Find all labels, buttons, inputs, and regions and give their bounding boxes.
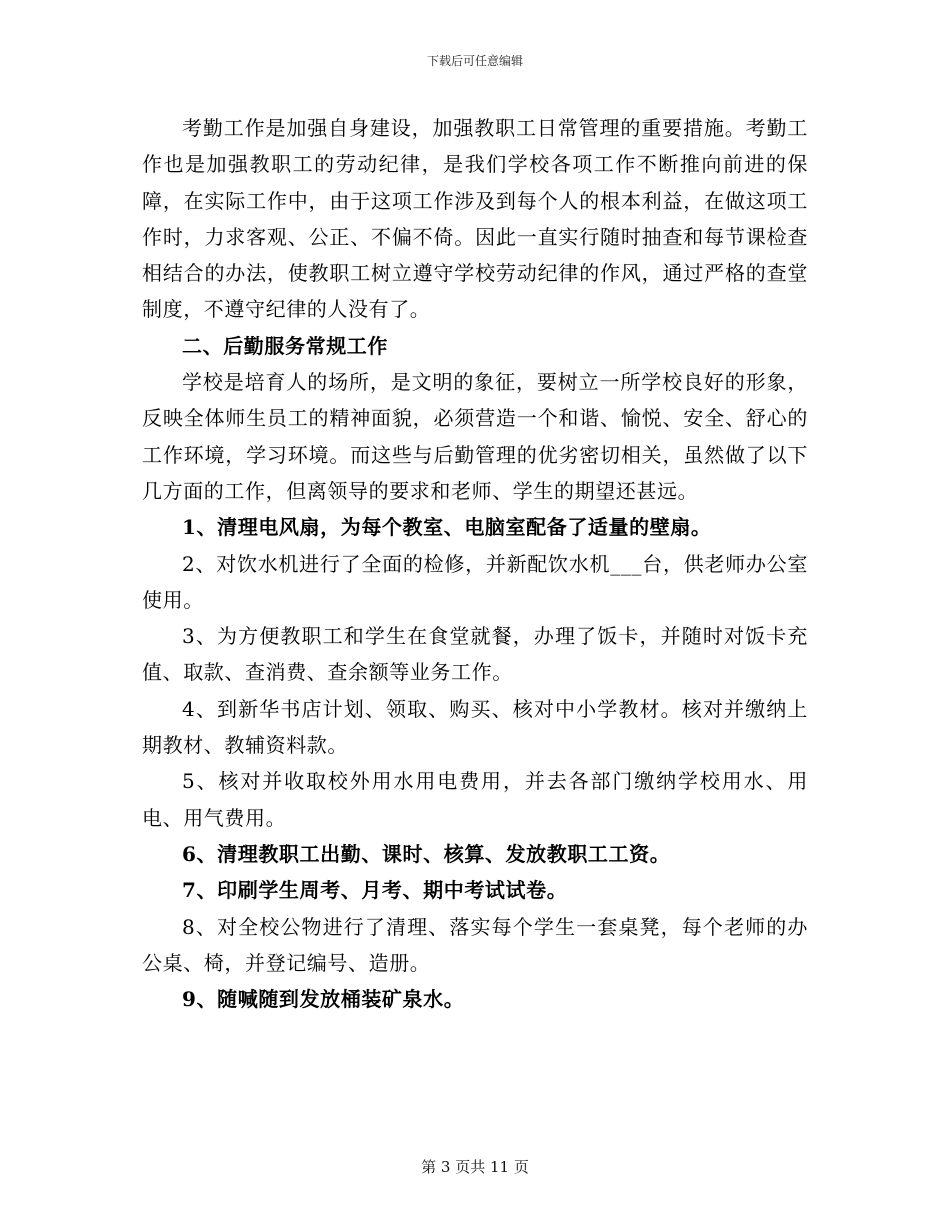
paragraph-school-image: 学校是培育人的场所，是文明的象征，要树立一所学校良好的形象，反映全体师生员工的精神面貌，必须营造一个和谐、愉悦、安全、舒心的工作环境，学习环境。而这些与后勤管理的优劣密切相关，虽然做了以下几方面的工作，但离领导的要求和老师、学生的期望还甚远。 [142, 370, 808, 503]
list-item-9: 9、随喊随到发放桶装矿泉水。 [182, 987, 465, 1012]
list-item-5: 5、核对并收取校外用水用电费用，并去各部门缴纳学校用水、用电、用气费用。 [142, 769, 808, 830]
page-header: 下载后可任意编辑 [426, 54, 523, 68]
list-item-7: 7、印刷学生周考、月考、期中考试试卷。 [182, 878, 568, 903]
list-item-6: 6、清理教职工出勤、课时、核算、发放教职工工资。 [182, 841, 671, 866]
list-item-4: 4、到新华书店计划、领取、购买、核对中小学教材。核对并缴纳上期教材、教辅资料款。 [142, 696, 808, 758]
list-item-1: 1、清理电风扇，为每个教室、电脑室配备了适量的壁扇。 [182, 515, 712, 540]
document-body [142, 110, 808, 1017]
list-item-2: 2、对饮水机进行了全面的检修，并新配饮水机___台，供老师办公室使用。 [142, 551, 808, 612]
list-item-3: 3、为方便教职工和学生在食堂就餐，办理了饭卡，并随时对饭卡充值、取款、查消费、查余额等业务工作。 [142, 624, 808, 685]
page-footer: 第 3 页共 11 页 [421, 1158, 529, 1176]
paragraph-attendance: 考勤工作是加强自身建设，加强教职工日常管理的重要措施。考勤工作也是加强教职工的劳动纪律，是我们学校各项工作不断推向前进的保障，在实际工作中，由于这项工作涉及到每个人的根本利益，在做这项工作时，力求客观、公正、不偏不倚。因此一直实行随时抽查和每节课检查相结合的办法，使教职工树立遵守学校劳动纪律的作风，通过严格的查堂制度，不遵守纪律的人没有了。 [142, 116, 808, 322]
list-item-8: 8、对全校公物进行了清理、落实每个学生一套桌凳，每个老师的办公桌、椅，并登记编号、造册。 [142, 914, 808, 975]
section-heading-logistics: 二、后勤服务常规工作 [182, 333, 388, 358]
